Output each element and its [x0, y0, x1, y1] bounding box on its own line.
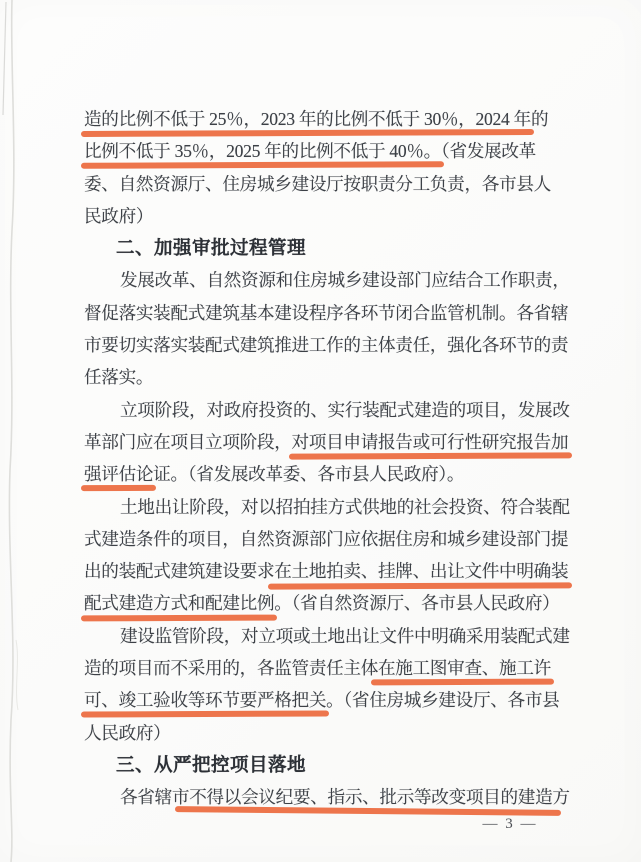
- text-line: [84, 103, 576, 135]
- text-line: [84, 135, 576, 167]
- text-segment: 。（省自然资源厅、各市县人民政府）: [274, 593, 560, 613]
- text-segment: （省发展改革: [440, 141, 536, 161]
- red-underline-highlight: 施工图审查、施工许: [395, 658, 551, 678]
- text-line: [84, 491, 612, 523]
- text-line: [84, 361, 576, 393]
- text-line: [84, 620, 612, 652]
- text-segment: 督促落实装配式建筑基本建设程序各环节闭合监管机制。各省辖: [84, 303, 569, 323]
- text-line: [84, 587, 576, 619]
- text-line: [84, 297, 576, 329]
- text-segment: 土地出让阶段，对以招拍挂方式供地的社会投资、符合装配: [120, 497, 570, 517]
- text-segment: 任落实。: [84, 367, 154, 387]
- heading-text: 三、从严把控项目落地: [116, 754, 307, 775]
- text-line: [84, 329, 576, 361]
- text-line: [84, 652, 576, 684]
- red-underline-highlight: 比例不低于 35％，2025 年的比例不低于 40％。: [84, 141, 441, 161]
- text-segment: 发展改革、自然资源和住房城乡建设部门应结合工作职责，: [120, 270, 570, 290]
- text-segment: 。（省住房城乡建设厅、各市县: [326, 690, 560, 710]
- text-segment: 各省辖市: [120, 787, 190, 807]
- red-underline-highlight: 配式建造方式和配建比例: [84, 593, 275, 613]
- text-segment: 造的项目而不采用的，各监管责任主体在: [84, 658, 396, 678]
- text-segment: 式建造条件的项目，自然资源部门应依据住房和城乡建设部门提: [84, 529, 569, 549]
- section-heading-3: [84, 749, 608, 781]
- text-segment: 委、自然资源厅、住房城乡建设厅按职责分工负责，各市县人: [84, 174, 551, 194]
- text-line: [84, 717, 576, 749]
- text-segment: 民政府）: [84, 206, 154, 226]
- text-line: [84, 684, 576, 716]
- section-heading-2: [84, 232, 608, 264]
- page-number: — 3 —: [482, 816, 538, 832]
- text-segment: 建设监管阶段，对立项或土地出让文件中明确采用装配式建: [120, 626, 570, 646]
- text-line: [84, 523, 576, 555]
- scan-paper-edge: [0, 0, 34, 862]
- text-line: [84, 458, 576, 490]
- text-segment: 。（省发展改革委、各市县人民政府）。: [170, 464, 465, 484]
- text-segment: 人民政府）: [84, 723, 171, 743]
- red-underline-highlight: 对项目申请报告或可行性研究报告加: [291, 432, 569, 452]
- text-segment: 出的装配式建筑建设要求在: [84, 561, 292, 581]
- text-line: [84, 781, 612, 813]
- text-line: [84, 200, 576, 232]
- red-underline-highlight: 不得以会议纪要、指示、批示等改变项目的建造方: [189, 787, 570, 807]
- red-underline-highlight: 造的比例不低于 25％，2023 年的比例不低于 30％，2024 年的: [84, 109, 549, 129]
- text-line: [84, 264, 612, 296]
- text-line: [84, 394, 612, 426]
- red-underline-highlight: 土地拍卖、挂牌、出让文件中明确装: [291, 561, 569, 581]
- text-line: [84, 555, 576, 587]
- text-segment: 立项阶段，对政府投资的、实行装配式建造的项目，发展改: [120, 400, 570, 420]
- red-underline-highlight: 强评估论证: [84, 464, 171, 484]
- text-line: [84, 426, 576, 458]
- text-segment: 革部门应在项目立项阶段，: [84, 432, 292, 452]
- heading-text: 二、加强审批过程管理: [116, 237, 307, 258]
- text-line: [84, 168, 576, 200]
- text-segment: 市要切实落实装配式建筑推进工作的主体责任，强化各环节的责: [84, 335, 569, 355]
- red-underline-highlight: 可、竣工验收等环节要严格把关: [84, 690, 327, 710]
